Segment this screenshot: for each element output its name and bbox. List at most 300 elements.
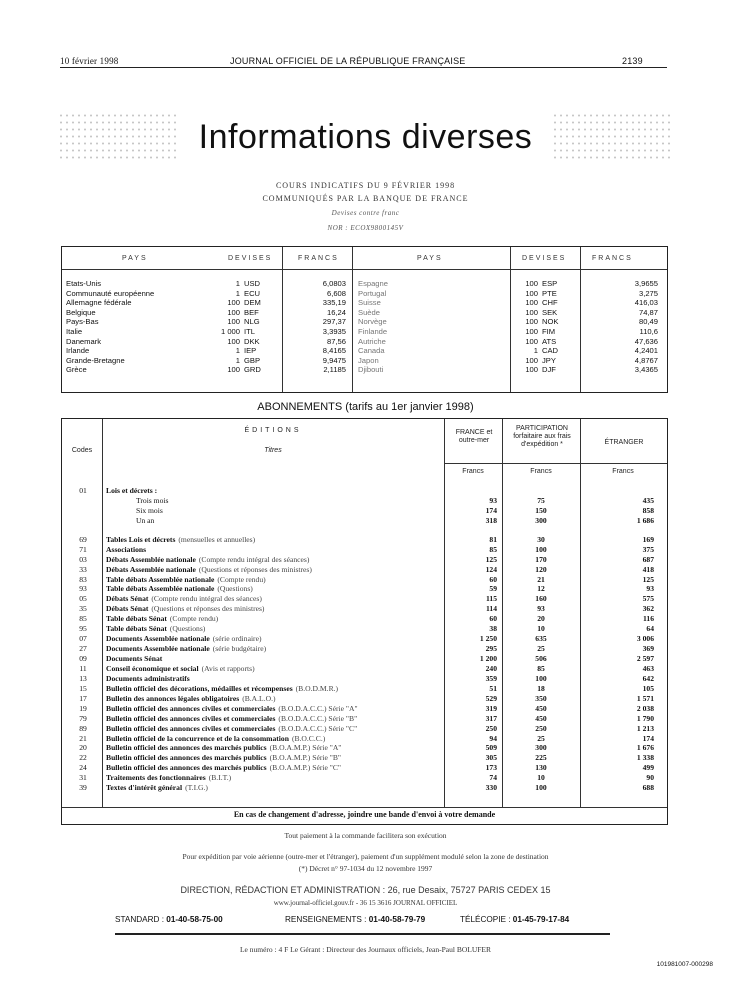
table-row: [62, 535, 667, 545]
price-participation: 10: [537, 624, 545, 634]
currency-unit: 100: [227, 307, 240, 317]
table-row: [62, 516, 667, 526]
subtitle-line4: NOR : ECOX9800145V: [327, 224, 404, 232]
price-france: 59: [489, 584, 497, 594]
subscription-rows: [62, 476, 667, 793]
contact-standard: [115, 915, 223, 924]
row-code: 89: [79, 723, 87, 733]
row-title: Bulletin officiel des annonces des marchés publics: [106, 743, 267, 753]
currency-country: Danemark: [66, 336, 102, 346]
currency-rate: 2,1185: [323, 365, 346, 375]
row-code: 22: [79, 753, 87, 763]
price-participation: 120: [535, 564, 547, 574]
row-title: Documents Assemblée nationale: [106, 644, 210, 654]
currency-unit: 1: [235, 288, 240, 298]
row-title: Bulletin des annonces légales obligatoires: [106, 693, 240, 703]
currency-code: ESP: [542, 279, 558, 288]
price-etranger: 1 338: [636, 753, 654, 763]
currency-unit: 100: [227, 317, 240, 327]
price-etranger: 418: [642, 564, 654, 574]
price-france: 509: [485, 743, 497, 753]
row-title-cell: [106, 584, 444, 594]
currency-unit: 100: [525, 355, 538, 365]
currency-rate: 80,49: [638, 317, 658, 327]
row-title-cell: [106, 654, 444, 664]
table-row: [62, 584, 667, 594]
currency-code: DJF: [542, 365, 556, 375]
currency-unit: 1: [235, 279, 240, 288]
row-title-cell: [106, 694, 444, 704]
row-detail: (Compte rendu): [169, 614, 219, 624]
row-title-cell: [106, 684, 444, 694]
table-row: [62, 634, 667, 644]
currency-rate: 297,37: [322, 317, 346, 327]
standard-number: 01-40-58-75-00: [166, 915, 223, 924]
row-title-cell: [106, 724, 444, 734]
row-detail: (B.O.D.A.C.C.) Série "B": [278, 713, 358, 723]
price-etranger: 463: [642, 663, 654, 673]
table-row: [62, 743, 667, 753]
price-etranger: 575: [642, 594, 654, 604]
row-detail: (B.O.D.A.C.C.) Série "A": [278, 703, 358, 713]
currency-rate: 110,6: [639, 326, 658, 336]
table-row: [62, 753, 667, 763]
row-code: 19: [79, 703, 87, 713]
row-title-cell: [136, 506, 474, 516]
currency-code: PTE: [542, 288, 557, 298]
unit-francs-1: Francs: [462, 468, 484, 475]
row-detail: (B.O.D.A.C.C.) Série "C": [278, 723, 358, 733]
price-france: 38: [489, 624, 497, 634]
currency-unit: 100: [525, 317, 538, 327]
row-title: Documents Sénat: [106, 654, 163, 663]
row-title: Table débats Sénat: [106, 614, 167, 624]
col-header-pays-left: PAYS: [122, 255, 148, 262]
document-number: 101981007-000298: [656, 961, 713, 968]
row-code: 17: [79, 693, 87, 703]
unit-francs-2: Francs: [530, 468, 552, 475]
currency-code: GRD: [244, 365, 261, 375]
currency-unit: 100: [227, 365, 240, 375]
row-title-cell: [106, 594, 444, 604]
row-code: 39: [79, 783, 87, 793]
row-title: Débats Sénat: [106, 594, 149, 604]
currency-country: Italie: [66, 326, 83, 336]
table-row: [62, 714, 667, 724]
row-code: 83: [79, 574, 87, 584]
row-title: Table débats Assemblée nationale: [106, 584, 215, 594]
row-title: Bulletin officiel des annonces civiles et commerciales: [106, 713, 276, 723]
row-title: Documents administratifs: [106, 673, 190, 683]
price-france: 81: [489, 534, 497, 544]
header-date: 10 février 1998: [60, 56, 119, 66]
price-france: 114: [486, 604, 497, 614]
subtitle-line2: COMMUNIQUÉS PAR LA BANQUE DE FRANCE: [262, 194, 469, 203]
currency-code: BEF: [244, 307, 259, 317]
currency-rate: 3,4365: [634, 365, 658, 375]
row-title-cell: [106, 545, 444, 555]
table-row: [62, 565, 667, 575]
row-detail: (Questions et réponses des ministres): [151, 604, 265, 614]
price-etranger: 1 686: [636, 515, 654, 525]
price-etranger: 499: [642, 763, 654, 773]
price-etranger: 362: [642, 604, 654, 614]
price-france: 174: [485, 505, 497, 515]
row-title: Bulletin officiel des annonces civiles et commerciales: [106, 723, 276, 733]
row-title-cell: [106, 753, 444, 763]
currency-country: Etats-Unis: [66, 279, 102, 288]
row-detail: (série budgétaire): [212, 644, 267, 654]
price-participation: 300: [535, 515, 547, 525]
col-header-devises-left: DEVISES: [228, 255, 273, 262]
price-france: 125: [485, 554, 497, 564]
currency-country: Allemagne fédérale: [66, 298, 132, 308]
col-header-codes: Codes: [71, 447, 93, 454]
footer-payment-note: Tout paiement à la commande facilitera son exécution: [284, 831, 447, 840]
row-title-cell: [106, 674, 444, 684]
table-row: [62, 684, 667, 694]
currency-country: Belgique: [66, 307, 96, 317]
currency-code: DEM: [244, 298, 261, 308]
row-code: 05: [79, 594, 87, 604]
row-detail: (Compte rendu intégral des séances): [151, 594, 262, 604]
price-etranger: 687: [642, 554, 654, 564]
currency-unit: 1: [533, 346, 538, 356]
price-etranger: 858: [642, 505, 654, 515]
price-participation: 10: [537, 773, 545, 783]
table-row: [62, 704, 667, 714]
footer-rule: [115, 933, 610, 935]
table-row: [62, 486, 667, 496]
table-row: [62, 664, 667, 674]
price-etranger: 174: [642, 733, 654, 743]
currency-code: ITL: [244, 326, 255, 336]
footer-decree: (*) Décret n° 97-1034 du 12 novembre 1997: [298, 864, 433, 873]
col-header-pays-right: PAYS: [417, 255, 443, 262]
price-etranger: 375: [642, 544, 654, 554]
currency-rate: 6,608: [326, 288, 346, 298]
footer-direction: DIRECTION, RÉDACTION ET ADMINISTRATION : 26, rue Desaix, 75727 PARIS CEDEX 15: [180, 885, 551, 895]
row-title-cell: [106, 565, 444, 575]
currency-country: Espagne: [358, 279, 388, 288]
row-title: Lois et décrets :: [106, 486, 158, 495]
currency-country: Canada: [358, 346, 385, 356]
price-france: 318: [485, 515, 497, 525]
price-participation: 635: [535, 634, 547, 644]
price-etranger: 435: [642, 495, 654, 505]
currency-rate: 9,9475: [322, 355, 346, 365]
row-title: Un an: [136, 515, 155, 525]
renseignements-number: 01-40-58-79-79: [368, 915, 426, 924]
row-title: Débats Assemblée nationale: [106, 564, 196, 574]
price-participation: 100: [535, 544, 547, 554]
currency-unit: 100: [525, 326, 538, 336]
row-title-cell: [106, 763, 444, 773]
row-title-cell: [106, 773, 444, 783]
row-spacer: [62, 526, 667, 535]
row-title: Conseil économique et social: [106, 663, 199, 673]
row-detail: (Compte rendu intégral des séances): [198, 554, 310, 564]
currency-unit: 1: [235, 355, 240, 365]
price-participation: 350: [535, 693, 547, 703]
row-title-cell: [106, 734, 444, 744]
currency-rate: 335,19: [322, 298, 346, 308]
row-detail: (B.O.C.C.): [291, 733, 326, 743]
table-row: [62, 783, 667, 793]
col-header-editions: ÉDITIONS: [244, 427, 302, 434]
standard-label: STANDARD :: [115, 915, 164, 924]
row-title-cell: [106, 624, 444, 634]
footer-price-line: Le numéro : 4 F Le Gérant : Directeur des Journaux officiels, Jean-Paul BOLUFER: [239, 945, 492, 954]
row-code: 71: [79, 544, 87, 554]
price-france: 60: [489, 574, 497, 584]
price-etranger: 1 676: [636, 743, 654, 753]
price-participation: 25: [537, 644, 545, 654]
row-detail: (B.O.A.M.P.) Série "B": [269, 753, 341, 763]
table-row: [62, 604, 667, 614]
price-etranger: 116: [643, 614, 654, 624]
row-title: Bulletin officiel des annonces des marchés publics: [106, 763, 267, 773]
row-code: 07: [79, 634, 87, 644]
price-participation: 21: [537, 574, 545, 584]
price-etranger: 169: [642, 534, 654, 544]
price-france: 94: [489, 733, 497, 743]
currency-rate: 3,9655: [634, 279, 658, 288]
row-title: Bulletin officiel des annonces civiles et commerciales: [106, 703, 276, 713]
col-header-francs-left: FRANCS: [298, 255, 339, 262]
row-detail: (série ordinaire): [212, 634, 262, 644]
currency-country: Pays-Bas: [66, 317, 99, 327]
row-title-cell: [106, 604, 444, 614]
contact-telecopie: [460, 915, 569, 924]
row-detail: (Questions): [169, 624, 206, 634]
row-title-cell: [136, 496, 474, 506]
abonnements-title: ABONNEMENTS (tarifs au 1er janvier 1998): [257, 401, 474, 413]
renseignements-label: RENSEIGNEMENTS :: [285, 915, 367, 924]
price-participation: 100: [535, 783, 547, 793]
price-france: 1 200: [479, 654, 497, 663]
price-france: 93: [489, 495, 497, 505]
table-row: [62, 763, 667, 773]
col-header-participation: PARTICIPATION forfaitaire aux frais d'expédition *: [513, 425, 571, 448]
row-code: 31: [79, 773, 87, 783]
header-rule: [60, 67, 667, 68]
currency-code: GBP: [244, 355, 261, 365]
address-change-note: En cas de changement d'adresse, joindre une bande d'envoi à votre demande: [233, 810, 496, 819]
price-france: 51: [489, 683, 497, 693]
row-code: 35: [79, 604, 87, 614]
price-participation: 160: [535, 594, 547, 604]
currency-unit: 100: [525, 336, 538, 346]
currency-rate: 4,2401: [634, 346, 658, 356]
price-etranger: 642: [642, 673, 654, 683]
footer-web: www.journal-officiel.gouv.fr - 36 15 3616 JOURNAL OFFICIEL: [273, 899, 458, 907]
row-title-cell: [106, 535, 444, 545]
row-title-cell: [106, 704, 444, 714]
table-row: [62, 734, 667, 744]
currency-table: [61, 246, 668, 393]
price-france: 529: [485, 693, 497, 703]
currency-country: Suède: [358, 307, 380, 317]
table-row: [62, 644, 667, 654]
table-row: [62, 555, 667, 565]
price-participation: 85: [537, 663, 545, 673]
table-row: [62, 773, 667, 783]
price-etranger: 2 597: [636, 654, 654, 663]
table-row: [62, 654, 667, 664]
table-row: [62, 614, 667, 624]
currency-country: Autriche: [358, 336, 386, 346]
price-etranger: 105: [642, 683, 654, 693]
contact-renseignements: [285, 915, 425, 924]
row-detail: (Questions): [217, 584, 253, 594]
price-participation: 30: [537, 534, 545, 544]
table-row: [62, 496, 667, 506]
price-etranger: 2 038: [636, 703, 654, 713]
row-code: 09: [79, 654, 87, 663]
currency-code: NOK: [542, 317, 559, 327]
price-participation: 20: [537, 614, 545, 624]
price-france: 74: [489, 773, 497, 783]
price-participation: 450: [535, 713, 547, 723]
price-etranger: 125: [642, 574, 654, 584]
price-etranger: 1 790: [636, 713, 654, 723]
price-france: 359: [485, 673, 497, 683]
currency-code: JPY: [542, 355, 556, 365]
currency-code: IEP: [244, 346, 257, 356]
currency-country: Portugal: [358, 288, 387, 298]
currency-unit: 100: [525, 298, 538, 308]
currency-country: Finlande: [358, 326, 388, 336]
currency-country: Norvège: [358, 317, 387, 327]
row-title: Associations: [106, 544, 147, 554]
row-code: 85: [79, 614, 87, 624]
currency-unit: 100: [227, 336, 240, 346]
row-title-cell: [106, 664, 444, 674]
row-title-cell: [106, 644, 444, 654]
row-code: 93: [79, 584, 87, 594]
currency-code: ATS: [542, 336, 557, 346]
currency-rate: 4,8767: [634, 355, 658, 365]
row-detail: (Compte rendu): [217, 574, 266, 584]
row-detail: (B.O.D.M.R.): [295, 683, 339, 693]
row-title: Table débats Assemblée nationale: [106, 574, 215, 584]
currency-country: Communauté européenne: [66, 288, 155, 298]
table-row: [62, 594, 667, 604]
row-title: Débats Assemblée nationale: [106, 554, 196, 564]
row-detail: (Avis et rapports): [201, 663, 255, 673]
price-etranger: 369: [642, 644, 654, 654]
currency-rate: 74,87: [638, 307, 658, 317]
price-france: 60: [489, 614, 497, 624]
row-detail: (B.A.L.O.): [242, 693, 276, 703]
currency-code: ECU: [244, 288, 261, 298]
price-france: 124: [485, 564, 497, 574]
row-title: Débats Sénat: [106, 604, 149, 614]
price-france: 295: [485, 644, 497, 654]
currency-unit: 1 000: [220, 326, 240, 336]
price-france: 317: [485, 713, 497, 723]
col-header-france: FRANCE et outre-mer: [455, 429, 493, 444]
row-detail: (B.O.A.M.P.) Série "C": [269, 763, 341, 773]
currency-rate: 3,275: [638, 288, 658, 298]
currency-country: Irlande: [66, 346, 90, 356]
table-row: [62, 545, 667, 555]
currency-rate: 16,24: [326, 307, 346, 317]
price-etranger: 1 571: [636, 693, 654, 703]
row-title: Table débats Sénat: [106, 624, 167, 634]
table-row: [62, 694, 667, 704]
price-participation: 170: [535, 554, 547, 564]
col-header-etranger: ÉTRANGER: [604, 439, 644, 446]
currency-rate: 416,03: [634, 298, 658, 308]
row-spacer: [62, 476, 667, 486]
price-france: 115: [486, 594, 497, 604]
price-participation: 300: [535, 743, 547, 753]
currency-rate: 6,0803: [322, 279, 346, 288]
col-header-devises-right: DEVISES: [522, 255, 567, 262]
currency-unit: 100: [227, 298, 240, 308]
col-header-titres: Titres: [264, 447, 282, 454]
row-title-cell: [106, 555, 444, 565]
price-etranger: 688: [642, 783, 654, 793]
row-detail: (B.I.T.): [208, 773, 232, 783]
table-row: [62, 575, 667, 585]
price-participation: 150: [535, 505, 547, 515]
row-detail: (Questions et réponses des ministres): [198, 564, 312, 574]
row-title-cell: [136, 516, 474, 526]
row-title-cell: [106, 783, 444, 793]
row-code: 11: [79, 663, 87, 673]
currency-unit: 100: [525, 288, 538, 298]
row-title: Trois mois: [136, 495, 169, 505]
row-title-cell: [106, 634, 444, 644]
price-france: 1 250: [479, 634, 497, 644]
currency-country: Grèce: [66, 365, 87, 375]
row-code: 33: [79, 564, 87, 574]
currency-country: Grande-Bretagne: [66, 355, 125, 365]
row-code: 21: [79, 733, 87, 743]
row-code: 24: [79, 763, 87, 773]
currency-rate: 47,636: [634, 336, 658, 346]
row-detail: (T.I.G.): [185, 783, 208, 793]
table-row: [62, 724, 667, 734]
telecopie-number: 01-45-79-17-84: [512, 915, 570, 924]
price-etranger: 64: [646, 624, 654, 634]
price-participation: 100: [535, 673, 547, 683]
table-row: [62, 624, 667, 634]
currency-code: DKK: [244, 336, 260, 346]
row-title-cell: [106, 743, 444, 753]
row-title: Six mois: [136, 505, 163, 515]
price-participation: 93: [537, 604, 545, 614]
price-france: 240: [485, 663, 497, 673]
price-participation: 450: [535, 703, 547, 713]
currency-unit: 100: [525, 365, 538, 375]
unit-francs-3: Francs: [612, 468, 634, 475]
row-title: Documents Assemblée nationale: [106, 634, 210, 644]
currency-code: SEK: [542, 307, 558, 317]
row-code: 15: [79, 683, 87, 693]
price-france: 319: [485, 703, 497, 713]
price-etranger: 90: [646, 773, 654, 783]
price-france: 305: [485, 753, 497, 763]
header-journal: JOURNAL OFFICIEL DE LA RÉPUBLIQUE FRANÇAISE: [230, 56, 466, 66]
row-title: Bulletin officiel de la concurrence et de la consommation: [106, 733, 289, 743]
currency-unit: 100: [525, 279, 538, 288]
currency-code: CHF: [542, 298, 558, 308]
row-title: Tables Lois et décrets: [106, 534, 176, 544]
